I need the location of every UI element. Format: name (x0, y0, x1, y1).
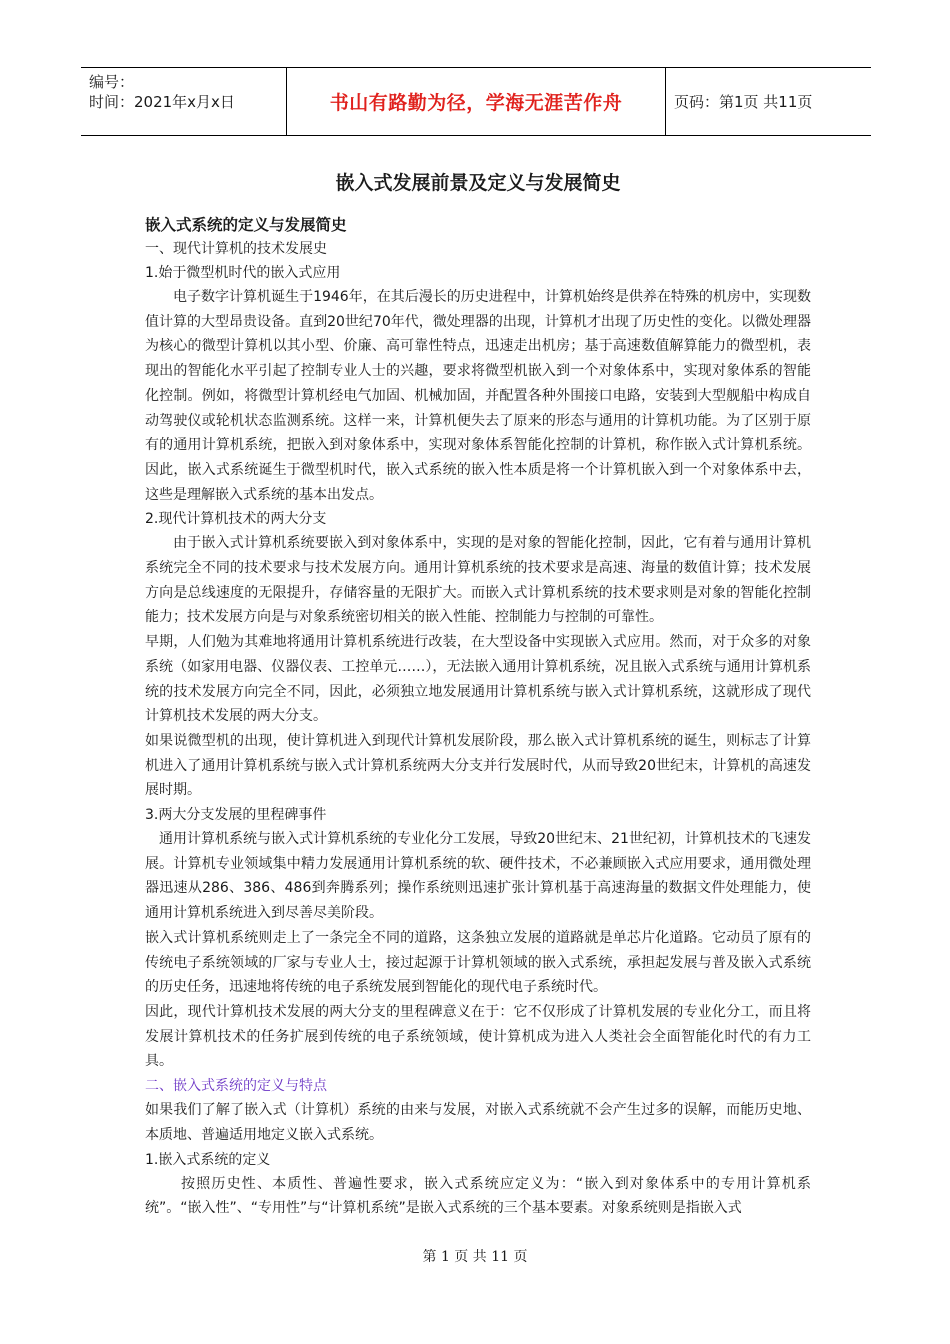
header-left-cell (81, 68, 287, 136)
subsection-heading-1-3: 3.两大分支发展的里程碑事件 (145, 807, 327, 824)
paragraph-6: 嵌入式计算机系统则走上了一条完全不同的道路，这条独立发展的道路就是单芯片化道路。它动员了原有的传统电子系统领域的厂家与专业人士，接过起源于计算机领域的嵌入式系统，承担起发展与普及嵌入式系统的历史任务，迅速地将传统的电子系统发展到智能化的现代电子系统时代。 (145, 929, 811, 996)
document-subtitle: 嵌入式系统的定义与发展简史 (145, 216, 347, 234)
paragraph-3: 早期，人们勉为其难地将通用计算机系统进行改装，在大型设备中实现嵌入式应用。然而，对于众多的对象系统（如家用电器、仪器仪表、工控单元……），无法嵌入通用计算机系统，况且嵌入式系统与通用计算机系统的技术发展方向完全不同，因此，必须独立地发展通用计算机系统与嵌入式计算机系统，这就形成了现代计算机技术发展的两大分支。 (145, 634, 811, 725)
section-heading-2: 二、嵌入式系统的定义与特点 (145, 1078, 327, 1095)
section-heading-1: 一、现代计算机的技术发展史 (145, 241, 327, 257)
paragraph-1: 电子数字计算机诞生于1946年，在其后漫长的历史进程中，计算机始终是供养在特殊的机房中，实现数值计算的大型昂贵设备。直到20世纪70年代，微处理器的出现，计算机才出现了历史性的变化。以微处理器为核心的微型计算机以其小型、价廉、高可靠性特点，迅速走出机房；基于高速数值解算能力的微型机，表现出的智能化水平引起了控制专业人士的兴趣，要求将微型机嵌入到一个对象体系中，实现对象体系的智能化控制。例如，将微型计算机经电气加固、机械加固，并配置各种外围接口电路，安装到大型舰船中构成自动驾驶仪或轮机状态监测系统。这样一来，计算机便失去了原来的形态与通用的计算机功能。为了区别于原有的通用计算机系统，把嵌入到对象体系中，实现对象体系智能化控制的计算机，称作嵌入式计算机系统。因此，嵌入式系统诞生于微型机时代，嵌入式系统的嵌入性本质是将一个计算机嵌入到一个对象体系中去，这些是理解嵌入式系统的基本出发点。 (145, 289, 811, 503)
time-label: 时间：2021年x月x日 (89, 93, 235, 111)
subsection-heading-1-2: 2.现代计算机技术的两大分支 (145, 511, 327, 528)
paragraph-7: 因此，现代计算机技术发展的两大分支的里程碑意义在于：它不仅形成了计算机发展的专业化分工，而且将发展计算机技术的任务扩展到传统的电子系统领域，使计算机成为进入人类社会全面智能化时代的有力工具。 (145, 1003, 811, 1070)
header-page-cell (666, 68, 872, 136)
subsection-heading-2-1: 1.嵌入式系统的定义 (145, 1151, 271, 1168)
subsection-heading-1-1: 1.始于微型机时代的嵌入式应用 (145, 265, 341, 281)
number-label: 编号： (89, 73, 135, 91)
paragraph-2: 由于嵌入式计算机系统要嵌入到对象体系中，实现的是对象的智能化控制，因此，它有着与通用计算机系统完全不同的技术要求与技术发展方向。通用计算机系统的技术要求是高速、海量的数值计算；技术发展方向是总线速度的无限提升，存储容量的无限扩大。而嵌入式计算机系统的技术要求则是对象的智能化控制能力；技术发展方向是与对象系统密切相关的嵌入性能、控制能力与控制的可靠性。 (145, 535, 811, 626)
page-info: 页码：第1页 共11页 (674, 93, 813, 111)
document-title: 嵌入式发展前景及定义与发展简史 (335, 172, 621, 194)
page-footer: 第 1 页 共 11 页 (422, 1249, 528, 1265)
header-motto-cell (287, 68, 666, 136)
motto: 书山有路勤为径，学海无涯苦作舟 (329, 92, 623, 114)
paragraph-4: 如果说微型机的出现，使计算机进入到现代计算机发展阶段，那么嵌入式计算机系统的诞生，则标志了计算机进入了通用计算机系统与嵌入式计算机系统两大分支并行发展时代，从而导致20世纪末，计算机的高速发展时期。 (145, 732, 811, 799)
paragraph-8: 如果我们了解了嵌入式（计算机）系统的由来与发展，对嵌入式系统就不会产生过多的误解，而能历史地、本质地、普遍适用地定义嵌入式系统。 (145, 1102, 811, 1143)
paragraph-9: 按照历史性、本质性、普遍性要求，嵌入式系统应定义为：“嵌入到对象体系中的专用计算机系统”。“嵌入性”、“专用性”与“计算机系统”是嵌入式系统的三个基本要素。对象系统则是指嵌入式 (145, 1175, 811, 1217)
header-table (81, 67, 871, 136)
paragraph-5: 通用计算机系统与嵌入式计算机系统的专业化分工发展，导致20世纪末、21世纪初，计算机技术的飞速发展。计算机专业领域集中精力发展通用计算机系统的软、硬件技术，不必兼顾嵌入式应用要求，通用微处理器迅速从286、386、486到奔腾系列；操作系统则迅速扩张计算机基于高速海量的数据文件处理能力，使通用计算机系统进入到尽善尽美阶段。 (145, 831, 811, 922)
document-body (145, 150, 811, 1221)
